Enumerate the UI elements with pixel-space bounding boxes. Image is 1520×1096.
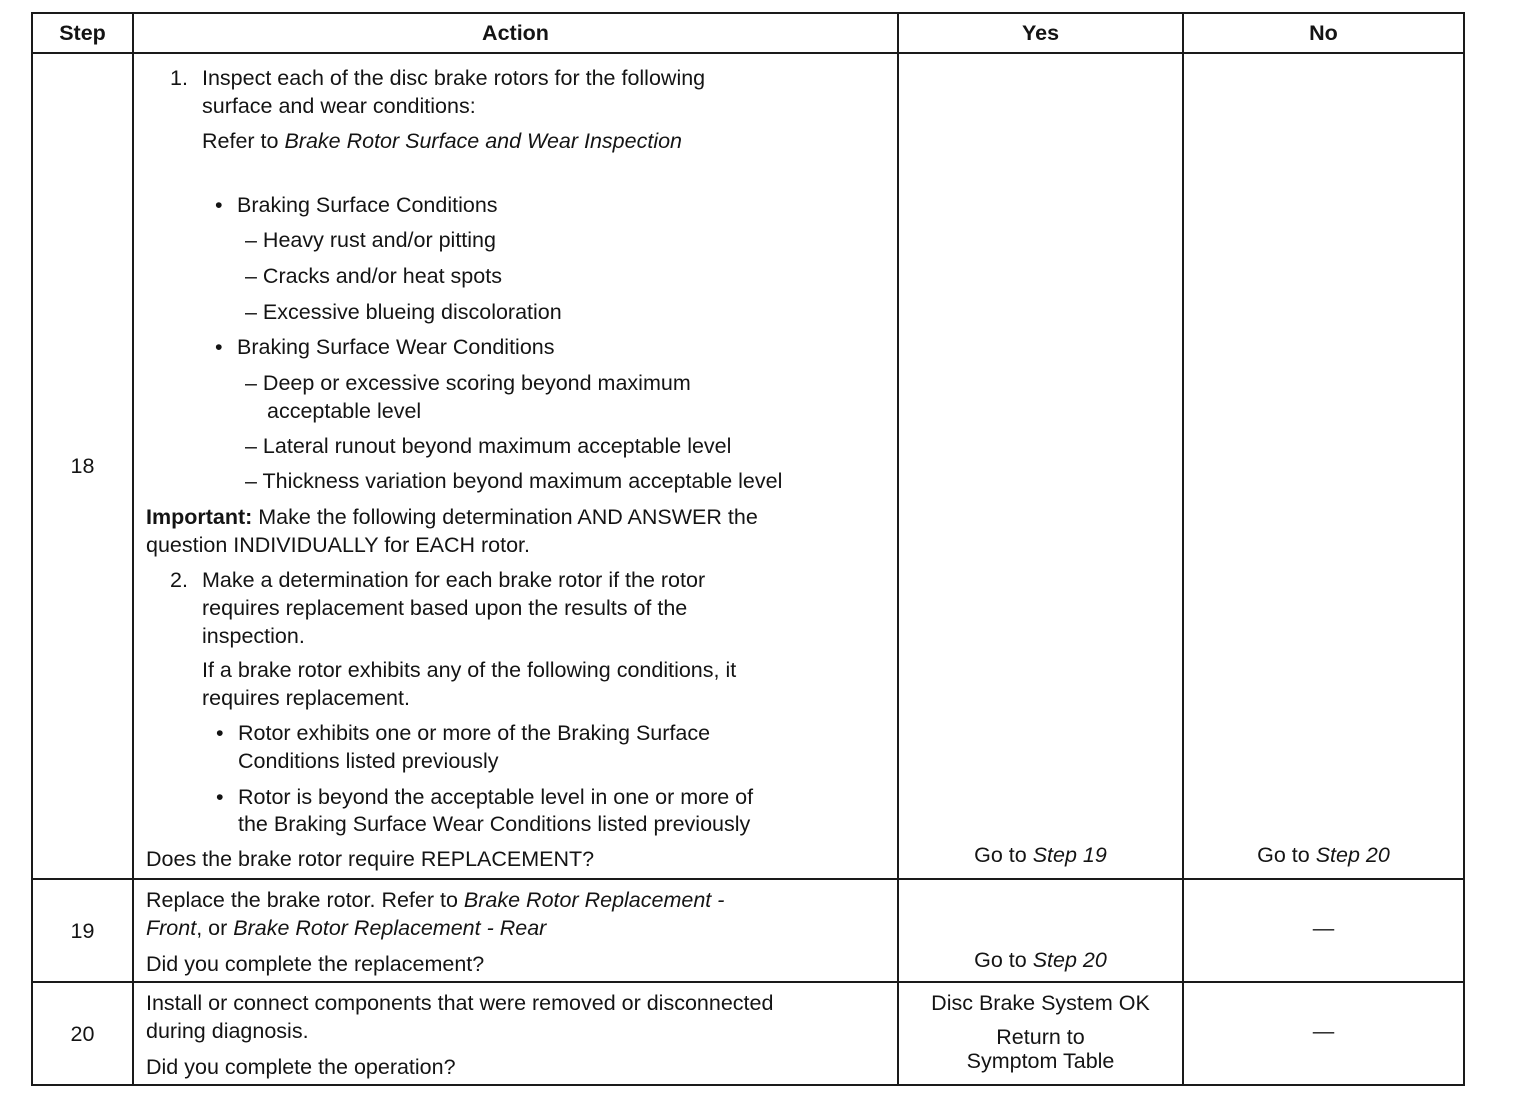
dash-item: – Heavy rust and/or pitting — [245, 228, 496, 252]
action-text: during diagnosis. — [146, 1019, 309, 1043]
bullet-item: • Rotor exhibits one or more of the Braking Surface — [238, 719, 710, 747]
dash-item: acceptable level — [267, 399, 422, 423]
no-cell-20 — [1183, 982, 1464, 1085]
action-cell-19 — [133, 879, 898, 982]
diagnostic-table — [31, 12, 1465, 1086]
table-row-19 — [32, 879, 1464, 982]
no-result-18: Go to Step 20 — [1257, 843, 1390, 867]
action-text: requires replacement. — [202, 686, 410, 710]
bullet-item: • Braking Surface Wear Conditions — [237, 333, 554, 361]
action-text: Replace the brake rotor. Refer to Brake Rotor Replacement - — [146, 888, 725, 912]
important-note: Important: Make the following determination AND ANSWER the — [146, 505, 758, 529]
yes-cell-20 — [898, 982, 1183, 1085]
step-number-18: 18 — [32, 53, 133, 879]
header-action: Action — [133, 13, 898, 53]
step-number-20: 20 — [32, 982, 133, 1085]
action-text: Install or connect components that were removed or disconnected — [146, 991, 774, 1015]
reference-link: Brake Rotor Replacement - Rear — [233, 916, 547, 940]
action-cell-18 — [133, 53, 898, 879]
action-text: Inspect each of the disc brake rotors for the following — [202, 66, 706, 90]
no-cell-19 — [1183, 879, 1464, 982]
question-text: Does the brake rotor require REPLACEMENT? — [146, 847, 595, 871]
header-yes: Yes — [898, 13, 1183, 53]
yes-result-20-line2: Return to — [996, 1025, 1085, 1049]
action-text: If a brake rotor exhibits any of the following conditions, it — [202, 658, 737, 682]
action-text: Front, or Brake Rotor Replacement - Rear — [146, 916, 547, 940]
no-result-20: — — [1312, 1019, 1335, 1043]
question-text: Did you complete the operation? — [146, 1055, 456, 1079]
no-result-19: — — [1312, 916, 1335, 940]
reference-link: Brake Rotor Surface and Wear Inspection — [284, 129, 683, 153]
header-no: No — [1183, 13, 1464, 53]
list-number-2: 2. — [170, 568, 188, 592]
step-number-19: 19 — [32, 879, 133, 982]
yes-result-19: Go to Step 20 — [974, 948, 1107, 972]
dash-item: – Excessive blueing discoloration — [245, 300, 562, 324]
header-step: Step — [32, 13, 133, 53]
table-row-18 — [32, 53, 1464, 879]
no-cell-18 — [1183, 53, 1464, 879]
bullet-item: • Rotor is beyond the acceptable level in one or more of — [238, 783, 753, 811]
reference-link: Front — [146, 916, 197, 940]
bullet-item: the Braking Surface Wear Conditions listed previously — [238, 812, 751, 836]
refer-line: Refer to Brake Rotor Surface and Wear Inspection — [202, 129, 683, 153]
bullet-item: Conditions listed previously — [238, 749, 499, 773]
action-cell-20 — [133, 982, 898, 1085]
important-note: question INDIVIDUALLY for EACH rotor. — [146, 533, 530, 557]
dash-item: – Lateral runout beyond maximum acceptable level — [245, 434, 732, 458]
dash-item: – Cracks and/or heat spots — [245, 264, 502, 288]
yes-cell-18 — [898, 53, 1183, 879]
action-text: requires replacement based upon the results of the — [202, 596, 688, 620]
table-row-20 — [32, 982, 1464, 1085]
yes-result-20-line3: Symptom Table — [966, 1049, 1115, 1073]
action-text: inspection. — [202, 624, 305, 648]
list-number-1: 1. — [170, 66, 188, 90]
yes-result-18: Go to Step 19 — [974, 843, 1107, 867]
yes-cell-19 — [898, 879, 1183, 982]
dash-item: – Thickness variation beyond maximum acceptable level — [245, 469, 783, 493]
header-row — [32, 13, 1464, 53]
dash-item: – Deep or excessive scoring beyond maximum — [245, 371, 691, 395]
yes-result-20: Disc Brake System OK — [931, 991, 1150, 1015]
action-text: Make a determination for each brake rotor if the rotor — [202, 568, 706, 592]
reference-link: Brake Rotor Replacement - — [463, 888, 725, 912]
question-text: Did you complete the replacement? — [146, 952, 485, 976]
bullet-item: • Braking Surface Conditions — [237, 191, 498, 219]
action-text: surface and wear conditions: — [202, 94, 476, 118]
